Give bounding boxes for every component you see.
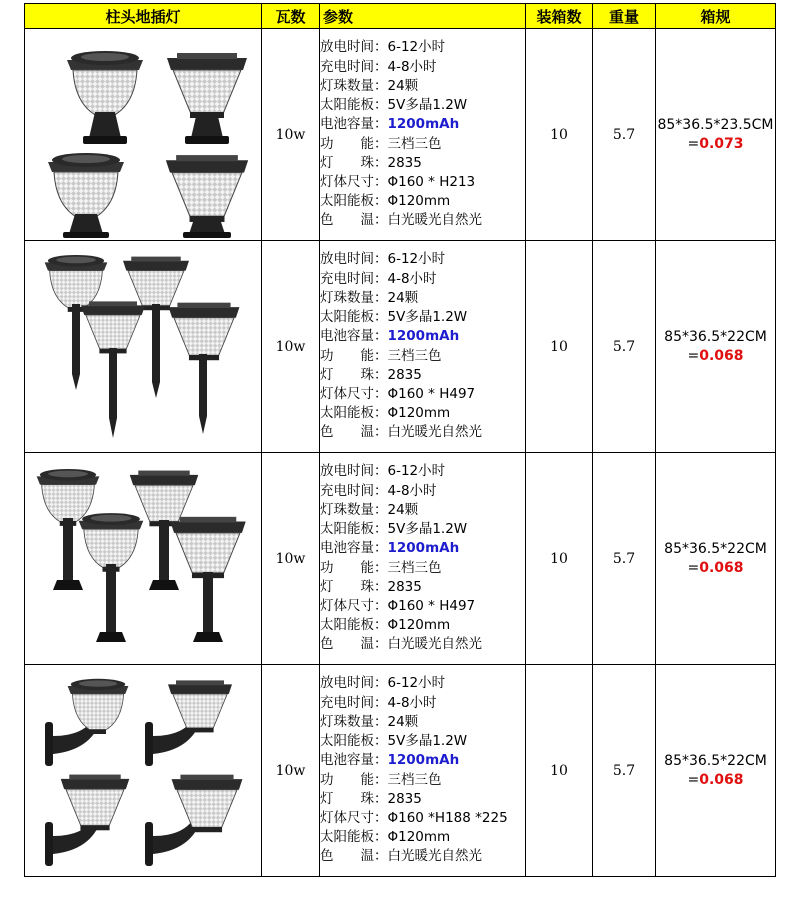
param-solar-panel: 太阳能板：5V多晶1.2W [320, 309, 468, 326]
carton-size: 85*36.5*22CM [664, 540, 767, 557]
param-solar-panel: 太阳能板：5V多晶1.2W [320, 733, 468, 750]
param-function: 功 能：三档三色 [320, 135, 442, 152]
param-charge-time: 充电时间：4-8小时 [320, 694, 437, 711]
param-battery [320, 327, 525, 346]
param-charge-time: 充电时间：4-8小时 [320, 482, 437, 499]
param-led-type: 灯 珠：2835 [320, 366, 422, 383]
table-row [25, 453, 776, 665]
param-led-count: 灯珠数量：24颗 [320, 713, 419, 730]
param-lamp-size: 灯体尺寸：Φ160 *H188 *225 [320, 809, 508, 826]
param-solar-panel: 太阳能板：5V多晶1.2W [320, 521, 468, 538]
param-battery-value: 1200mAh [387, 328, 460, 345]
spike-lawn-lamps-image [25, 242, 261, 452]
param-panel-size: 太阳能板：Φ120mm [320, 617, 451, 634]
param-battery-label: 电池容量： [320, 540, 388, 557]
param-panel-size: 太阳能板：Φ120mm [320, 193, 451, 210]
table-row [25, 665, 776, 877]
param-led-type: 灯 珠：2835 [320, 154, 422, 171]
param-charge-time: 充电时间：4-8小时 [320, 270, 437, 287]
param-color-temp: 色 温：白光暖光自然光 [320, 636, 482, 653]
param-color-temp: 色 温：白光暖光自然光 [320, 848, 482, 865]
carton-cell [656, 29, 776, 241]
header-weight: 重量 [593, 4, 656, 29]
param-color-temp: 色 温：白光暖光自然光 [320, 212, 482, 229]
header-params: 参数 [320, 4, 526, 29]
carton-volume: 0.068 [699, 347, 744, 364]
param-discharge-time: 放电时间：6-12小时 [320, 463, 446, 480]
carton-size: 85*36.5*22CM [664, 752, 767, 769]
weight-cell: 5.7 [593, 29, 656, 241]
carton-volume-prefix: = [687, 559, 700, 576]
param-discharge-time: 放电时间：6-12小时 [320, 39, 446, 56]
header-product: 柱头地插灯 [25, 4, 262, 29]
param-led-count: 灯珠数量：24颗 [320, 501, 419, 518]
carton-size: 85*36.5*22CM [664, 328, 767, 345]
carton-cell [656, 665, 776, 877]
pack-qty-cell: 10 [526, 665, 593, 877]
post-lawn-lamps-image [25, 454, 261, 664]
table-row [25, 29, 776, 241]
param-charge-time: 充电时间：4-8小时 [320, 58, 437, 75]
param-battery [320, 115, 525, 134]
product-image-cell [25, 665, 262, 877]
params-cell [320, 453, 526, 665]
params-cell [320, 29, 526, 241]
param-discharge-time: 放电时间：6-12小时 [320, 675, 446, 692]
params-cell [320, 665, 526, 877]
header-carton: 箱规 [656, 4, 776, 29]
watt-cell: 10w [262, 241, 320, 453]
weight-cell: 5.7 [593, 453, 656, 665]
carton-volume: 0.073 [699, 135, 744, 152]
params-cell [320, 241, 526, 453]
carton-size: 85*36.5*23.5CM [657, 116, 774, 133]
param-panel-size: 太阳能板：Φ120mm [320, 405, 451, 422]
carton-volume-prefix: = [687, 135, 700, 152]
carton-cell [656, 453, 776, 665]
pack-qty-cell: 10 [526, 453, 593, 665]
param-led-count: 灯珠数量：24颗 [320, 77, 419, 94]
pillar-cap-lamps-image [25, 30, 261, 240]
carton-volume-prefix: = [687, 347, 700, 364]
carton-cell [656, 241, 776, 453]
param-solar-panel: 太阳能板：5V多晶1.2W [320, 97, 468, 114]
param-led-type: 灯 珠：2835 [320, 578, 422, 595]
product-image-cell [25, 241, 262, 453]
param-color-temp: 色 温：白光暖光自然光 [320, 424, 482, 441]
header-row [25, 4, 776, 29]
param-lamp-size: 灯体尺寸：Φ160 * H497 [320, 385, 476, 402]
pack-qty-cell: 10 [526, 241, 593, 453]
weight-cell: 5.7 [593, 665, 656, 877]
header-pack-qty: 装箱数 [526, 4, 593, 29]
pack-qty-cell: 10 [526, 29, 593, 241]
watt-cell: 10w [262, 453, 320, 665]
param-battery-label: 电池容量： [320, 752, 388, 769]
param-function: 功 能：三档三色 [320, 771, 442, 788]
carton-volume: 0.068 [699, 559, 744, 576]
carton-volume: 0.068 [699, 771, 744, 788]
weight-cell: 5.7 [593, 241, 656, 453]
param-battery-value: 1200mAh [387, 540, 460, 557]
param-panel-size: 太阳能板：Φ120mm [320, 829, 451, 846]
param-lamp-size: 灯体尺寸：Φ160 * H213 [320, 173, 476, 190]
param-function: 功 能：三档三色 [320, 347, 442, 364]
param-led-count: 灯珠数量：24颗 [320, 289, 419, 306]
table-row [25, 241, 776, 453]
param-battery-label: 电池容量： [320, 328, 388, 345]
carton-volume-prefix: = [687, 771, 700, 788]
product-image-cell [25, 29, 262, 241]
watt-cell: 10w [262, 665, 320, 877]
watt-cell: 10w [262, 29, 320, 241]
param-battery-label: 电池容量： [320, 116, 388, 133]
param-battery [320, 539, 525, 558]
product-image-cell [25, 453, 262, 665]
wall-mount-lamps-image [25, 666, 261, 876]
param-lamp-size: 灯体尺寸：Φ160 * H497 [320, 597, 476, 614]
param-battery [320, 751, 525, 770]
param-function: 功 能：三档三色 [320, 559, 442, 576]
param-led-type: 灯 珠：2835 [320, 790, 422, 807]
spec-table [24, 3, 776, 877]
param-battery-value: 1200mAh [387, 752, 460, 769]
header-watt: 瓦数 [262, 4, 320, 29]
param-discharge-time: 放电时间：6-12小时 [320, 251, 446, 268]
param-battery-value: 1200mAh [387, 116, 460, 133]
